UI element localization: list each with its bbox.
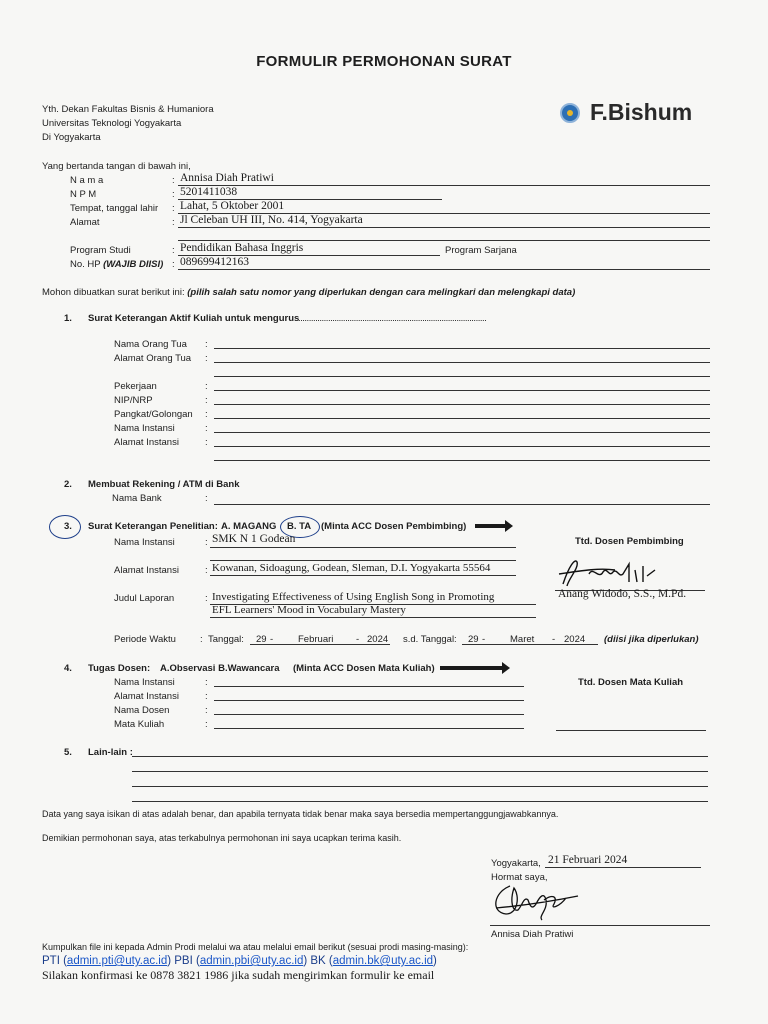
section3-option-a: A. MAGANG bbox=[221, 521, 277, 532]
section1-number: 1. bbox=[64, 313, 72, 324]
s2-line bbox=[214, 504, 710, 505]
ttl-value: Lahat, 5 Oktober 2001 bbox=[180, 200, 285, 212]
intro-text: Yang bertanda tangan di bawah ini, bbox=[42, 161, 191, 172]
email-link-pbi[interactable]: admin.pbi@uty.ac.id bbox=[199, 955, 304, 967]
instruction-bold: (pilih salah satu nomor yang diperlukan dengan cara melingkari dan melengkapi data) bbox=[187, 287, 576, 298]
section3-title: Surat Keterangan Penelitian: bbox=[88, 521, 218, 532]
s1-line-7 bbox=[214, 432, 710, 433]
s1-field-nip: NIP/NRP bbox=[114, 395, 153, 406]
s1-field-alamat-ortu: Alamat Orang Tua bbox=[114, 353, 192, 364]
s4-line-4 bbox=[214, 728, 524, 729]
alamat-value: Jl Celeban UH III, No. 414, Yogyakarta bbox=[180, 214, 363, 226]
signoff-city: Yogyakarta, bbox=[491, 858, 541, 869]
faculty-logo-text: F.Bishum bbox=[590, 99, 693, 125]
s1-line-9 bbox=[214, 460, 710, 461]
ttl-label: Tempat, tanggal lahir bbox=[70, 203, 159, 214]
statement-1: Data yang saya isikan di atas adalah benar, dan apabila ternyata tidak benar maka saya bersedia mempertanggungjawabkannya. bbox=[42, 809, 559, 819]
s1-field-pangkat: Pangkat/Golongan bbox=[114, 409, 193, 420]
prodi-suffix: Program Sarjana bbox=[445, 245, 517, 256]
s3-sd-label: s.d. Tanggal: bbox=[403, 634, 457, 645]
s3-start-line bbox=[250, 644, 390, 645]
s3-instansi-line-2 bbox=[210, 560, 516, 561]
faculty-logo-icon bbox=[560, 103, 580, 123]
email-link-bk[interactable]: admin.bk@uty.ac.id bbox=[332, 955, 434, 967]
s1-line-8 bbox=[214, 446, 710, 447]
s1-line-6 bbox=[214, 418, 710, 419]
s5-line-2 bbox=[132, 771, 708, 772]
s3-judul-line1: Investigating Effectiveness of Using English Song in Promoting bbox=[212, 591, 495, 603]
s3-end-day: 29 bbox=[468, 634, 479, 645]
s4-line-3 bbox=[214, 714, 524, 715]
s1-line-4 bbox=[214, 390, 710, 391]
section2-number: 2. bbox=[64, 479, 72, 490]
s3-end-month: Maret bbox=[510, 634, 535, 645]
section3-note: (Minta ACC Dosen Pembimbing) bbox=[321, 521, 467, 532]
hp-line bbox=[178, 269, 710, 270]
s3-optional-note: (diisi jika diperlukan) bbox=[604, 634, 699, 645]
section2-title: Membuat Rekening / ATM di Bank bbox=[88, 479, 240, 490]
section4-options: A.Observasi B.Wawancara bbox=[160, 663, 280, 674]
section4-note: (Minta ACC Dosen Mata Kuliah) bbox=[293, 663, 435, 674]
applicant-signature bbox=[488, 876, 588, 924]
s3-judul-underline-2 bbox=[210, 617, 536, 618]
signoff-date-line bbox=[545, 867, 701, 868]
s3-start-year: 2024 bbox=[367, 634, 389, 645]
hp-required-note: (WAJIB DIISI) bbox=[103, 259, 164, 270]
s5-line-4 bbox=[132, 801, 708, 802]
section3-number: 3. bbox=[64, 521, 72, 532]
npm-value: 5201411038 bbox=[180, 186, 238, 198]
s3-end-year: 2024 bbox=[564, 634, 586, 645]
s4-field-mk: Mata Kuliah bbox=[114, 719, 165, 730]
section5-number: 5. bbox=[64, 747, 72, 758]
s1-field-instansi: Nama Instansi bbox=[114, 423, 175, 434]
s3-start-day: 29 bbox=[256, 634, 267, 645]
section1-dots: ........................................................................................ bbox=[298, 313, 487, 324]
email-link-pti[interactable]: admin.pti@uty.ac.id bbox=[66, 955, 168, 967]
ttd-dosen-pembimbing-label: Ttd. Dosen Pembimbing bbox=[575, 536, 684, 547]
section5-title: Lain-lain : bbox=[88, 747, 133, 758]
footer-emails: PTI (admin.pti@uty.ac.id) PBI (admin.pbi@uty.ac.id) BK (admin.bk@uty.ac.id) bbox=[42, 955, 437, 967]
address-line-1: Yth. Dekan Fakultas Bisnis & Humaniora bbox=[42, 104, 214, 115]
s3-instansi-line bbox=[210, 547, 516, 548]
s1-field-pekerjaan: Pekerjaan bbox=[114, 381, 157, 392]
section4-title: Tugas Dosen: bbox=[88, 663, 151, 674]
npm-label: N P M bbox=[70, 189, 97, 200]
dosen-name: Anang Widodo, S.S., M.Pd. bbox=[558, 588, 687, 600]
s4-field-dosen: Nama Dosen bbox=[114, 705, 170, 716]
s3-judul-line2: EFL Learners' Mood in Vocabulary Mastery bbox=[212, 604, 406, 616]
alamat-line-2 bbox=[178, 240, 710, 241]
s3-judul-label: Judul Laporan bbox=[114, 593, 175, 604]
signoff-hormat: Hormat saya, bbox=[491, 872, 548, 883]
signoff-date: 21 Februari 2024 bbox=[548, 854, 628, 866]
nama-value: Annisa Diah Pratiwi bbox=[180, 172, 274, 184]
ttd-dosen-mk-label: Ttd. Dosen Mata Kuliah bbox=[578, 677, 684, 688]
nama-line bbox=[178, 185, 710, 186]
s1-field-alamat-instansi: Alamat Instansi bbox=[114, 437, 179, 448]
section4-number: 4. bbox=[64, 663, 72, 674]
s3-alamat-line bbox=[210, 575, 516, 576]
section1-title: Surat Keterangan Aktif Kuliah untuk mengurus bbox=[88, 313, 300, 324]
s1-line-5 bbox=[214, 404, 710, 405]
s5-line-1 bbox=[132, 756, 708, 757]
section4-arrow-icon bbox=[440, 666, 504, 670]
section3-arrow-icon bbox=[475, 524, 507, 528]
s4-field-alamat: Alamat Instansi bbox=[114, 691, 179, 702]
nama-label: N a m a bbox=[70, 175, 104, 186]
s4-line-1 bbox=[214, 686, 524, 687]
instruction-text: Mohon dibuatkan surat berikut ini: (pilih salah satu nomor yang diperlukan dengan cara melingkari dan melengkapi data) bbox=[42, 287, 576, 298]
s1-line-3 bbox=[214, 376, 710, 377]
prodi-label: Program Studi bbox=[70, 245, 131, 256]
s3-tanggal-label: Tanggal: bbox=[208, 634, 244, 645]
s3-start-month: Februari bbox=[298, 634, 334, 645]
section3-option-b: B. TA bbox=[287, 521, 312, 532]
s3-periode-label: Periode Waktu bbox=[114, 634, 176, 645]
s1-field-nama-ortu: Nama Orang Tua bbox=[114, 339, 187, 350]
alamat-line-1 bbox=[178, 227, 710, 228]
s4-field-instansi: Nama Instansi bbox=[114, 677, 175, 688]
s3-instansi-label: Nama Instansi bbox=[114, 537, 175, 548]
s4-line-2 bbox=[214, 700, 524, 701]
alamat-label: Alamat bbox=[70, 217, 100, 228]
footer-confirm: Silakan konfirmasi ke 0878 3821 1986 jika sudah mengirimkan formulir ke email bbox=[42, 968, 435, 982]
dosen-signature bbox=[555, 556, 665, 590]
s5-line-3 bbox=[132, 786, 708, 787]
address-line-3: Di Yogyakarta bbox=[42, 132, 101, 143]
address-line-2: Universitas Teknologi Yogyakarta bbox=[42, 118, 182, 129]
signoff-name: Annisa Diah Pratiwi bbox=[491, 929, 574, 940]
hp-label: No. HP (WAJIB DIISI) bbox=[70, 259, 164, 270]
s3-alamat-value: Kowanan, Sidoagung, Godean, Sleman, D.I. Yogyakarta 55564 bbox=[212, 562, 491, 574]
dosen-mk-signature-line bbox=[556, 730, 706, 731]
form-page: FORMULIR PERMOHONAN SURAT Yth. Dekan Fakultas Bisnis & Humaniora Universitas Teknologi Yogyakarta Di Yogyakarta F.Bishum Yang bertanda tangan di bawah ini, N a m a : Annisa Diah Pratiwi N P M : 5201411038 Tempat, tanggal lahir : Lahat, 5 Oktober 2001 Alamat : Jl Celeban UH III, No. 414, Yogyakarta Program Studi : Pendidikan Bahasa Inggris Program Sarjana No. HP (WAJIB DIISI) : 089699412163 Mohon dibuatkan surat berikut ini: (pilih salah satu nomor yang diperlukan dengan cara melingkari dan melengkapi data) 1. Surat Keterangan Aktif Kuliah untuk mengurus ........................................................................................ Nama Orang Tua : Alamat Orang Tua : Pekerjaan : NIP/NRP : Pangkat/Golongan : Nama Instansi : Alamat Instansi : 2. Membuat Rekening / ATM di Bank Nama Bank : 3. Surat Keterangan Penelitian: A. MAGANG B. TA (Minta ACC Dosen Pembimbing) Nama Instansi : SMK N 1 Godean Ttd. Dosen Pembimbing Alamat Instansi : Kowanan, Sidoagung, Godean, Sleman, D.I. Yogyakarta 55564 Anang Widodo, S.S., M.Pd. Judul Laporan : Investigating Effectiveness of Using English Song in Promoting EFL Learners' Mood in Vocabulary Mastery Periode Waktu : Tanggal: 29 - Februari - 2024 s.d. Tanggal: 29 - Maret - 2024 (diisi jika diperlukan) 4. Tugas Dosen: A.Observasi B.Wawancara (Minta ACC Dosen Mata Kuliah) Nama Instansi : Alamat Instansi : Nama Dosen : Mata Kuliah : Ttd. Dosen Mata Kuliah 5. Lain-lain : Data yang saya isikan di atas adalah benar, dan apabila ternyata tidak benar maka saya bersedia mempertanggungjawabkannya. Demikian permohonan saya, atas terkabulnya permohonan ini saya ucapkan terima kasih. Yogyakarta, 21 Februari 2024 Hormat saya, Annisa Diah Pratiwi Kumpulkan file ini kepada Admin Prodi melalui wa atau melalui email berikut (sesuai prodi masing-masing): PTI (admin.pti@uty.ac.id) PBI (admin.pbi@uty.ac.id) BK (admin.bk@uty.ac.id) Silakan konfirmasi ke 0878 3821 1986 jika sudah mengirimkan formulir ke email bbox=[0, 0, 768, 1024]
s3-end-line bbox=[462, 644, 598, 645]
s3-alamat-label: Alamat Instansi bbox=[114, 565, 179, 576]
statement-2: Demikian permohonan saya, atas terkabulnya permohonan ini saya ucapkan terima kasih. bbox=[42, 833, 402, 843]
s1-line-1 bbox=[214, 348, 710, 349]
s3-instansi-value: SMK N 1 Godean bbox=[212, 533, 296, 545]
s1-line-2 bbox=[214, 362, 710, 363]
applicant-signature-line bbox=[490, 925, 710, 926]
prodi-value: Pendidikan Bahasa Inggris bbox=[180, 242, 304, 254]
hp-value: 089699412163 bbox=[180, 256, 249, 268]
s2-field-bank: Nama Bank bbox=[112, 493, 162, 504]
footer-instruction: Kumpulkan file ini kepada Admin Prodi melalui wa atau melalui email berikut (sesuai prodi masing-masing): bbox=[42, 942, 469, 952]
form-title: FORMULIR PERMOHONAN SURAT bbox=[256, 53, 512, 70]
